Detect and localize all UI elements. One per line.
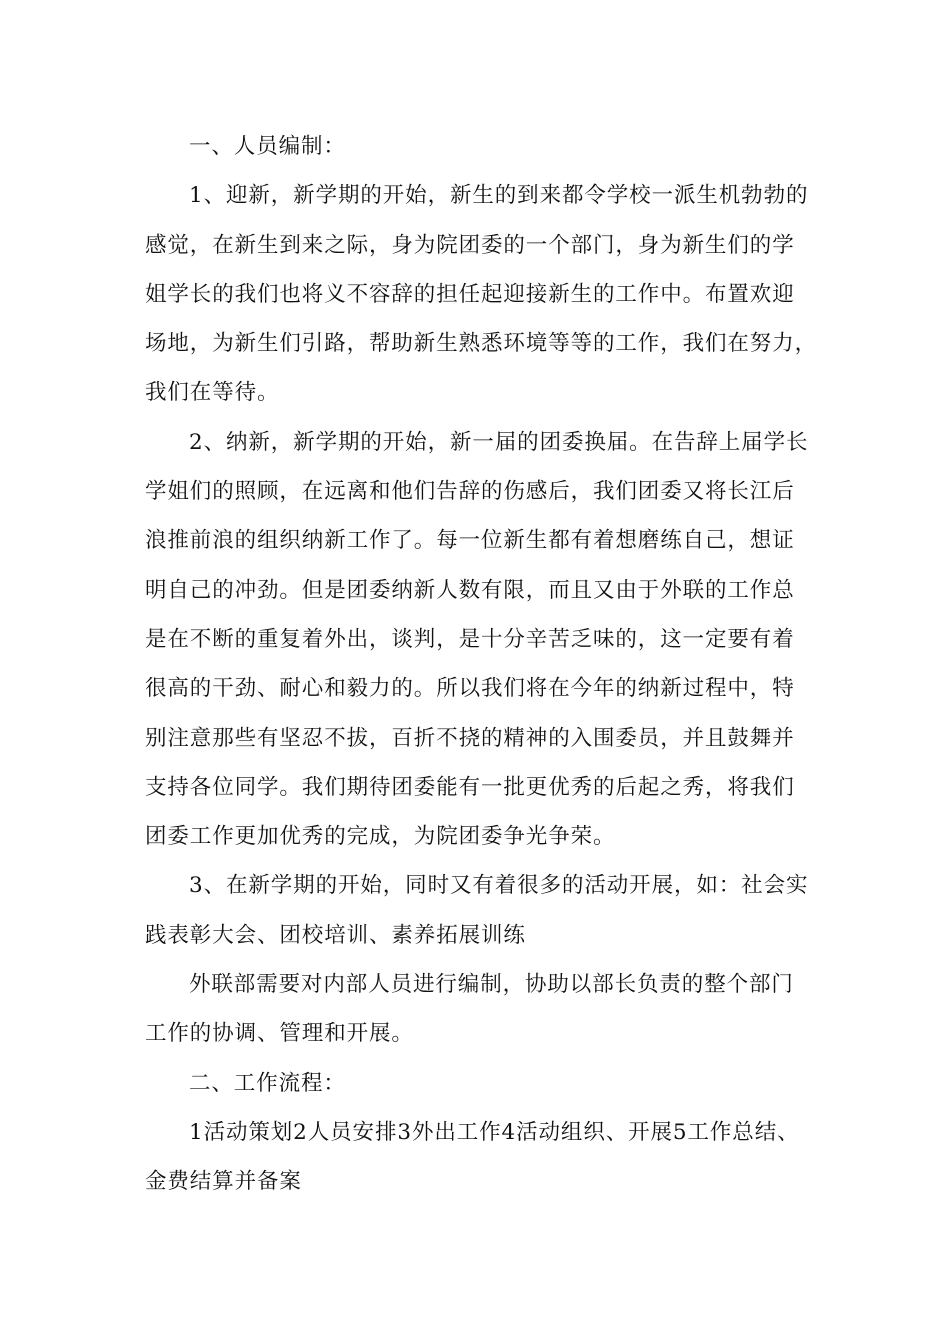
text-line: 支持各位同学。我们期待团委能有一批更优秀的后起之秀，将我们	[145, 774, 795, 800]
text-line: 1、迎新，新学期的开始，新生的到来都令学校一派生机勃勃的	[189, 183, 809, 209]
text-line: 感觉，在新生到来之际，身为院团委的一个部门，身为新生们的学	[145, 232, 795, 258]
text-line: 二、工作流程：	[189, 1070, 346, 1096]
text-line: 是在不断的重复着外出，谈判，是十分辛苦乏味的，这一定要有着	[145, 626, 795, 652]
text-line: 学姐们的照顾，在远离和他们告辞的伤感后，我们团委又将长江后	[145, 479, 795, 505]
text-line: 场地，为新生们引路，帮助新生熟悉环境等等的工作，我们在努力，	[145, 331, 818, 357]
text-line: 很高的干劲、耐心和毅力的。所以我们将在今年的纳新过程中，特	[145, 676, 795, 702]
text-line: 2、纳新，新学期的开始，新一届的团委换届。在告辞上届学长	[189, 429, 809, 455]
text-line: 一、人员编制：	[189, 134, 346, 159]
document-body	[145, 122, 818, 1207]
text-line: 金费结算并备案	[145, 1169, 302, 1195]
text-line: 我们在等待。	[145, 380, 280, 406]
text-line: 姐学长的我们也将义不容辞的担任起迎接新生的工作中。布置欢迎	[145, 281, 795, 307]
text-line: 别注意那些有坚忍不拔，百折不挠的精神的入围委员，并且鼓舞并	[145, 725, 795, 751]
text-line: 浪推前浪的组织纳新工作了。每一位新生都有着想磨练自己，想证	[145, 528, 795, 554]
text-line: 3、在新学期的开始，同时又有着很多的活动开展，如：社会实	[189, 873, 809, 899]
text-line: 工作的协调、管理和开展。	[145, 1021, 414, 1047]
text-line: 践表彰大会、团校培训、素养拓展训练	[145, 922, 526, 948]
text-line: 1活动策划2人员安排3外出工作4活动组织、开展5工作总结、	[189, 1119, 800, 1145]
text-line: 外联部需要对内部人员进行编制，协助以部长负责的整个部门	[189, 972, 794, 998]
text-line: 团委工作更加优秀的完成，为院团委争光争荣。	[145, 824, 616, 850]
text-line: 明自己的冲劲。但是团委纳新人数有限，而且又由于外联的工作总	[145, 577, 795, 603]
